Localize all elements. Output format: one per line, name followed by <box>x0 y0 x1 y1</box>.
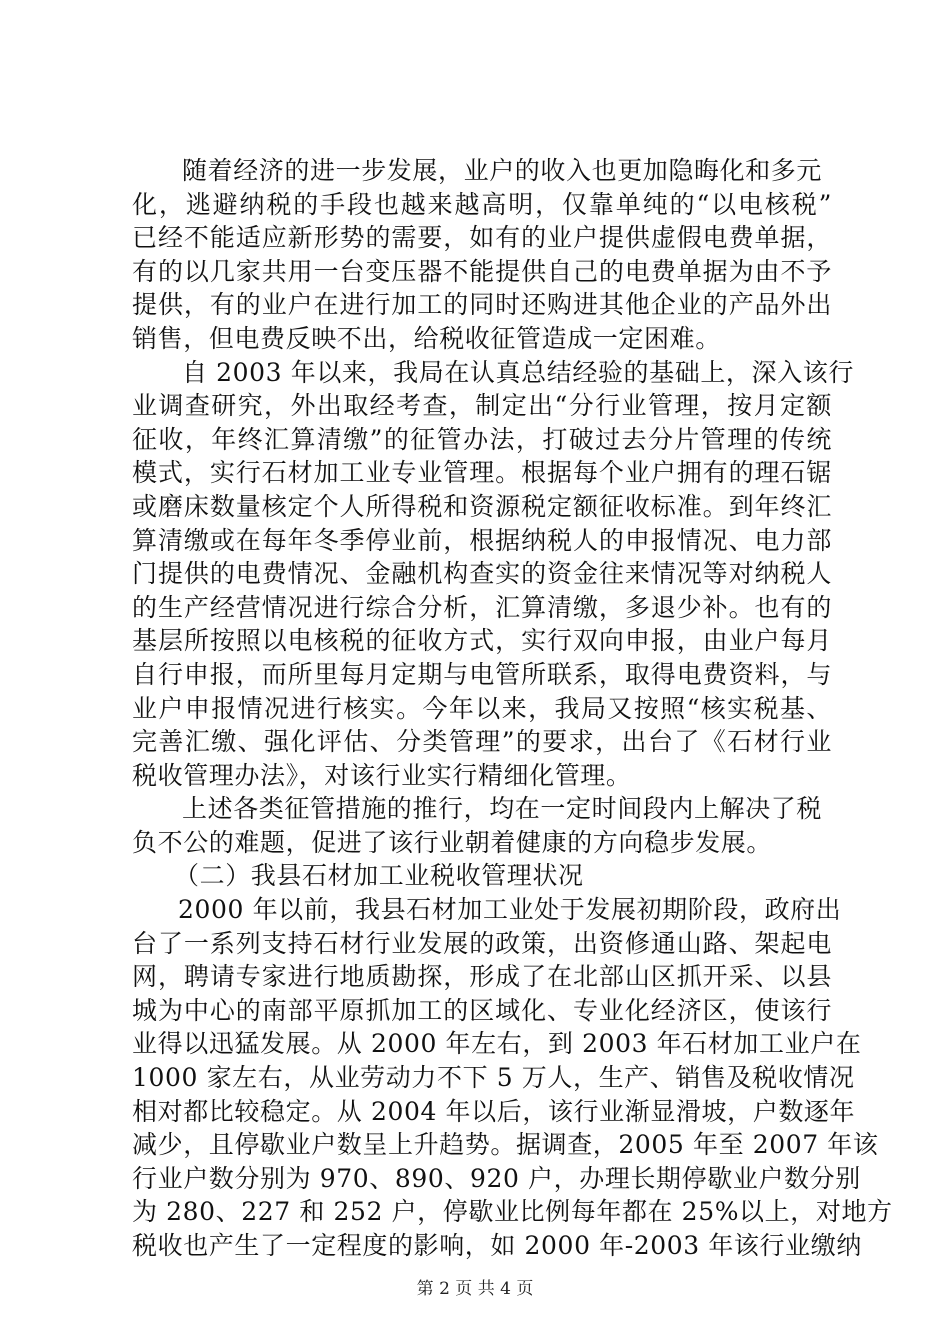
paragraph-line: 1000 家左右，从业劳动力不下 5 万人，生产、销售及税收情况 <box>132 1063 855 1093</box>
paragraph-line: 上述各类征管措施的推行，均在一定时间段内上解决了税 <box>182 794 823 824</box>
paragraph-line: 提供，有的业户在进行加工的同时还购进其他企业的产品外出 <box>132 290 832 320</box>
paragraph-line: 相对都比较稳定。从 2004 年以后，该行业渐显滑坡，户数逐年 <box>132 1096 856 1126</box>
paragraph-line: 随着经济的进一步发展，业户的收入也更加隐晦化和多元 <box>182 156 823 185</box>
paragraph-line: 基层所按照以电核税的征收方式，实行双向申报，由业户每月 <box>132 626 832 656</box>
paragraph-line: 税收也产生了一定程度的影响，如 2000 年-2003 年该行业缴纳 <box>132 1231 862 1260</box>
paragraph-line: 业得以迅猛发展。从 2000 年左右，到 2003 年石材加工业户在 <box>132 1029 862 1059</box>
paragraph-line: 自行申报，而所里每月定期与电管所联系，取得电费资料，与 <box>132 659 832 689</box>
page-number-footer: 第 2 页 共 4 页 <box>416 1279 534 1299</box>
paragraph-line: 为 280、227 和 252 户，停歇业比例每年都在 25%以上，对地方 <box>132 1197 893 1227</box>
paragraph-line: 减少，且停歇业户数呈上升趋势。据调查，2005 年至 2007 年该 <box>132 1130 879 1160</box>
paragraph-line: 负不公的难题，促进了该行业朝着健康的方向稳步发展。 <box>132 827 773 857</box>
document-body <box>132 154 893 1263</box>
paragraph-line: 网，聘请专家进行地质勘探，形成了在北部山区抓开采、以县 <box>132 962 832 992</box>
paragraph-line: 完善汇缴、强化评估、分类管理”的要求，出台了《石材行业 <box>132 727 832 757</box>
paragraph-line: 2000 年以前，我县石材加工业处于发展初期阶段，政府出 <box>178 895 842 925</box>
paragraph-line: 销售，但电费反映不出，给税收征管造成一定困难。 <box>132 323 721 353</box>
paragraph-line: 模式，实行石材加工业专业管理。根据每个业户拥有的理石锯 <box>132 458 832 488</box>
paragraph-line: 化，逃避纳税的手段也越来越高明，仅靠单纯的“以电核税” <box>132 189 832 219</box>
paragraph-line: 有的以几家共用一台变压器不能提供自己的电费单据为由不予 <box>132 256 832 286</box>
section-heading: （二）我县石材加工业税收管理状况 <box>174 861 584 891</box>
paragraph-line: 业户申报情况进行核实。今年以来，我局又按照“核实税基、 <box>132 693 832 723</box>
paragraph-line: 行业户数分别为 970、890、920 户，办理长期停歇业户数分别 <box>132 1163 861 1193</box>
paragraph-line: 税收管理办法》，对该行业实行精细化管理。 <box>132 760 632 790</box>
paragraph-line: 业调查研究，外出取经考查，制定出“分行业管理，按月定额 <box>132 391 832 421</box>
paragraph-line: 门提供的电费情况、金融机构查实的资金往来情况等对纳税人 <box>132 559 832 589</box>
paragraph-line: 台了一系列支持石材行业发展的政策，出资修通山路、架起电 <box>132 928 832 958</box>
paragraph-line: 自 2003 年以来，我局在认真总结经验的基础上，深入该行 <box>182 357 854 387</box>
paragraph-line: 城为中心的南部平原抓加工的区域化、专业化经济区，使该行 <box>132 995 832 1025</box>
paragraph-line: 已经不能适应新形势的需要，如有的业户提供虚假电费单据， <box>132 223 832 253</box>
paragraph-line: 征收，年终汇算清缴”的征管办法，打破过去分片管理的传统 <box>132 424 832 454</box>
paragraph-line: 算清缴或在每年冬季停业前，根据纳税人的申报情况、电力部 <box>132 525 832 555</box>
paragraph-line: 或磨床数量核定个人所得税和资源税定额征收标准。到年终汇 <box>132 491 832 521</box>
paragraph-line: 的生产经营情况进行综合分析，汇算清缴，多退少补。也有的 <box>132 592 832 622</box>
